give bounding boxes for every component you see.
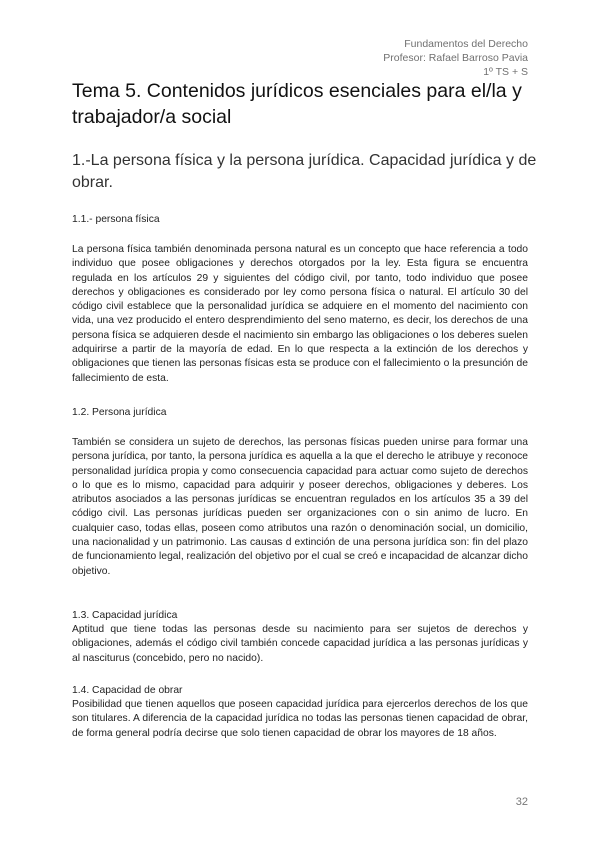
section-body: La persona física también denominada persona natural es un concepto que hace referencia a todo individuo que posee obligaciones y derechos otorgados por la ley. Esta figura se encuentra regulada en los artículos 29 y siguientes del código civil, por tanto, todo individuo que posee derechos y obligaciones es considerado por ley como persona física o natural. El artículo 30 del código civil establece que la personalidad jurídica se adquiere en el momento del nacimiento con vida, una vez producido el entero desprendimiento del seno materno, es decir, los derechos de una persona física se adquieren desde el nacimiento sin embargo las obligaciones o los deberes suelen adquirirse a partir de la mayoría de edad. En lo que respecta a la extinción de los derechos y obligaciones que tienen las personas físicas esta se produce con el fallecimiento o la presunción de fallecimiento de esta. xyxy=(72,244,528,384)
page-number: 32 xyxy=(515,796,528,808)
section-capacidad-obrar xyxy=(72,684,528,741)
section-subtitle: 1.-La persona física y la persona jurídica. Capacidad jurídica y de obrar. xyxy=(72,152,537,191)
section-persona-juridica xyxy=(72,406,528,579)
section-heading: 1.2. Persona jurídica xyxy=(72,407,167,418)
section-persona-fisica xyxy=(72,213,528,386)
section-body: También se considera un sujeto de derechos, las personas físicas pueden unirse para formar una persona jurídica, por tanto, la persona jurídica es aquella a la que el derecho le atribuye y reconoce personalidad jurídica propia y como consecuencia capacidad para actuar como sujeto de derechos o lo que es lo mismo, capacidad para adquirir y poseer derechos, obligaciones y deberes. Los atributos asociados a las personas jurídicas se encuentran regulados en los artículos 35 a 39 del código civil. Las personas jurídicas pueden ser organizaciones con o sin animo de lucro. En cualquier caso, todas ellas, poseen como atributos una razón o denominación social, un domicilio, una nacionalidad y un patrimonio. Las causas d extinción de una persona jurídica son: fin del plazo de funcionamiento legal, realización del objetivo por el cual se creó e incapacidad de alcanzar dicho objetivo. xyxy=(72,437,528,577)
section-heading: 1.4. Capacidad de obrar xyxy=(72,685,183,696)
section-heading: 1.3. Capacidad jurídica xyxy=(72,610,178,621)
course-name: Fundamentos del Derecho xyxy=(404,38,528,50)
section-capacidad-juridica xyxy=(72,609,528,666)
professor-name: Profesor: Rafael Barroso Pavia xyxy=(383,52,528,64)
section-body: Aptitud que tiene todas las personas desde su nacimiento para ser sujetos de derechos y obligaciones, además el código civil también concede capacidad jurídica a las personas jurídicas y al nasciturus (concebido, pero no nacido). xyxy=(72,624,528,664)
course-group: 1º TS + S xyxy=(483,66,528,78)
section-heading: 1.1.- persona física xyxy=(72,214,160,225)
section-body: Posibilidad que tienen aquellos que poseen capacidad jurídica para ejercerlos derechos de los que son titulares. A diferencia de la capacidad jurídica no todas las personas tienen capacidad de obrar, de forma general podría decirse que solo tienen capacidad de obrar los mayores de 18 años. xyxy=(72,699,528,739)
page-header xyxy=(383,37,528,79)
page-title: Tema 5. Contenidos jurídicos esenciales para el/la y trabajador/a social xyxy=(72,80,522,128)
